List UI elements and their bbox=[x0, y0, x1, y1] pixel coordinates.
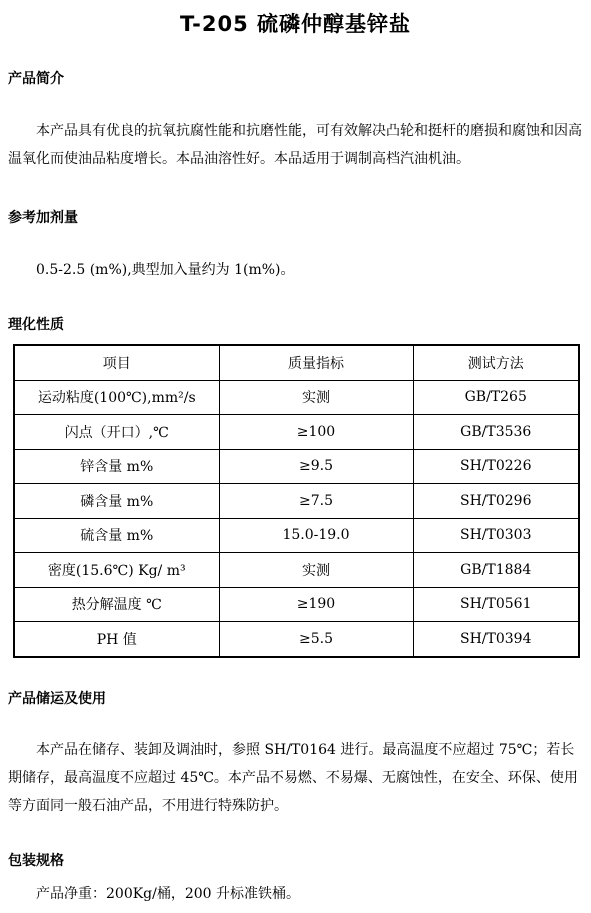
table-cell: ≥100 bbox=[219, 415, 413, 450]
section-heading-dosage: 参考加剂量 bbox=[8, 210, 78, 226]
storage-paragraph: 本产品在储存、装卸及调油时，参照 SH/T0164 进行。最高温度不应超过 75℃；若长期储存，最高温度不应超过 45℃。本产品不易燃、不易爆、无腐蚀性，在安全、环保、使用等方面同一般石油产品，不用进行特殊防护。 bbox=[8, 742, 578, 814]
column-header-method: 测试方法 bbox=[413, 345, 579, 380]
table-cell: 热分解温度 ℃ bbox=[14, 587, 219, 622]
table-row bbox=[14, 484, 579, 519]
table-row bbox=[14, 380, 579, 415]
properties-table bbox=[13, 344, 580, 658]
table-cell: 实测 bbox=[219, 380, 413, 415]
table-row bbox=[14, 622, 579, 657]
table-cell: 锌含量 m% bbox=[14, 449, 219, 484]
column-header-item: 项目 bbox=[14, 345, 219, 380]
table-cell: PH 值 bbox=[14, 622, 219, 657]
packaging-paragraph: 产品净重：200Kg/桶，200 升标准铁桶。 bbox=[36, 886, 301, 902]
document-title: T-205 硫磷仲醇基锌盐 bbox=[179, 12, 412, 36]
table-cell: GB/T1884 bbox=[413, 553, 579, 588]
table-cell: SH/T0303 bbox=[413, 518, 579, 553]
table-cell: ≥7.5 bbox=[219, 484, 413, 519]
intro-paragraph: 本产品具有优良的抗氧抗腐性能和抗磨性能，可有效解决凸轮和挺杆的磨损和腐蚀和因高温氧化而使油品粘度增长。本品油溶性好。本品适用于调制高档汽油机油。 bbox=[8, 123, 582, 167]
section-heading-properties: 理化性质 bbox=[8, 317, 64, 333]
table-cell: SH/T0226 bbox=[413, 449, 579, 484]
table-cell: ≥9.5 bbox=[219, 449, 413, 484]
table-header-row bbox=[14, 345, 579, 380]
section-heading-storage: 产品储运及使用 bbox=[8, 691, 106, 707]
table-cell: SH/T0296 bbox=[413, 484, 579, 519]
table-cell: ≥190 bbox=[219, 587, 413, 622]
table-row bbox=[14, 587, 579, 622]
table-row bbox=[14, 449, 579, 484]
table-cell: 实测 bbox=[219, 553, 413, 588]
section-heading-intro: 产品简介 bbox=[8, 71, 64, 87]
table-cell: 密度(15.6℃) Kg/ m³ bbox=[14, 553, 219, 588]
column-header-spec: 质量指标 bbox=[219, 345, 413, 380]
table-row bbox=[14, 415, 579, 450]
table-cell: 硫含量 m% bbox=[14, 518, 219, 553]
table-cell: GB/T265 bbox=[413, 380, 579, 415]
table-row bbox=[14, 553, 579, 588]
table-cell: 15.0-19.0 bbox=[219, 518, 413, 553]
table-row bbox=[14, 518, 579, 553]
table-cell: 磷含量 m% bbox=[14, 484, 219, 519]
table-cell: SH/T0394 bbox=[413, 622, 579, 657]
table-cell: 闪点（开口）,℃ bbox=[14, 415, 219, 450]
table-cell: 运动粘度(100℃),mm²/s bbox=[14, 380, 219, 415]
section-heading-packaging: 包装规格 bbox=[8, 853, 64, 869]
table-cell: SH/T0561 bbox=[413, 587, 579, 622]
table-cell: ≥5.5 bbox=[219, 622, 413, 657]
table-cell: GB/T3536 bbox=[413, 415, 579, 450]
dosage-paragraph: 0.5-2.5 (m%),典型加入量约为 1(m%)。 bbox=[36, 262, 295, 278]
